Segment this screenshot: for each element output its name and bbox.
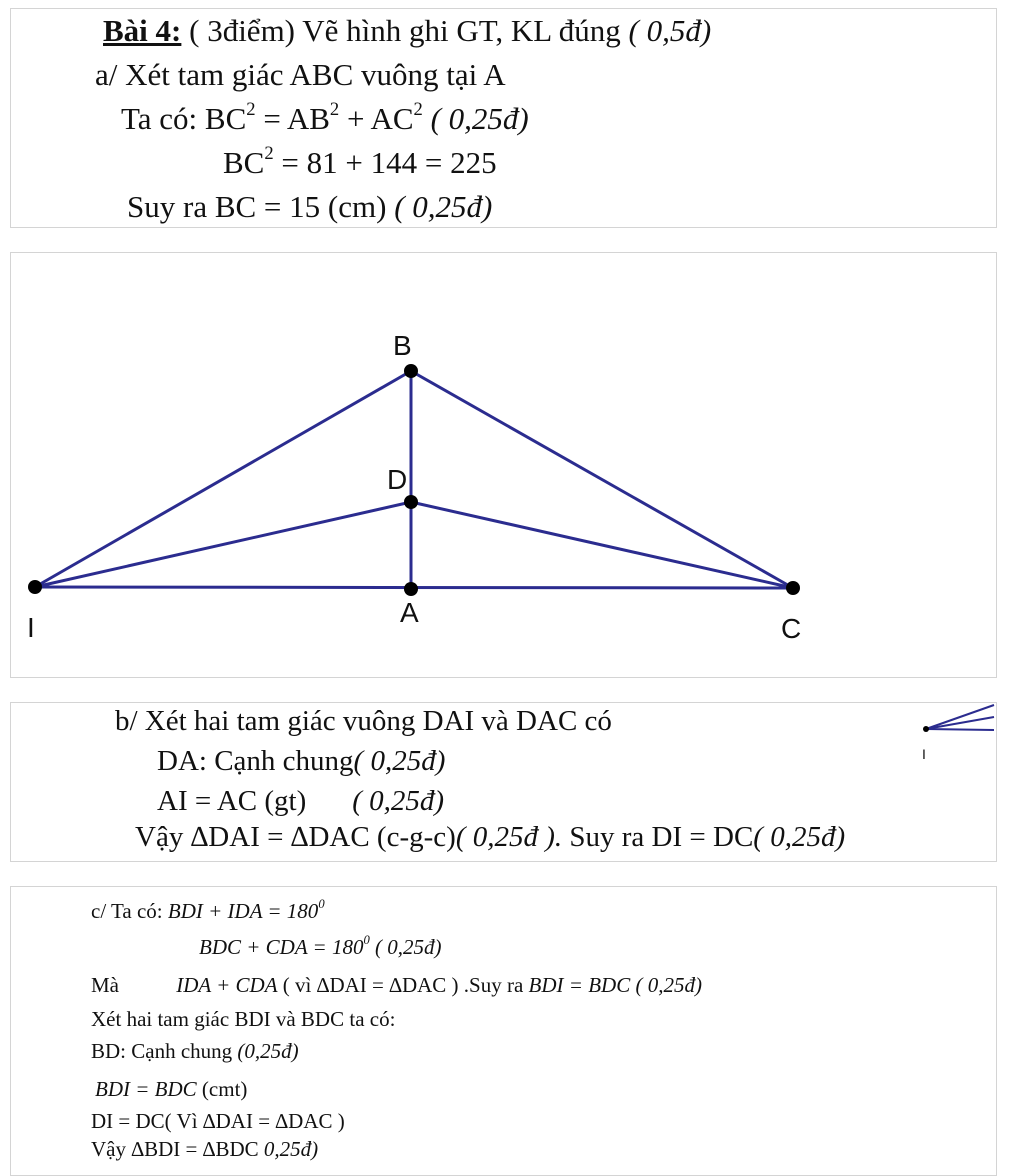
label-A: A [400,597,419,628]
label-I: I [27,612,35,643]
section-a-line-2: Ta có: $BC^2 = AB^2 + AC^2$ ( 0,25đ) [121,99,529,136]
score: ( 0,25đ) [753,821,846,853]
figure-lines [35,371,793,589]
segment-IB [35,371,411,587]
exercise-number: Bài 4: [103,13,182,48]
mini-label-I: I [922,746,926,762]
point-A [404,582,418,596]
section-b-line-3: AI = AC (gt) ( 0,25đ) [157,785,445,817]
section-b-line-4: Vậy ∆DAI = ∆DAC (c-g-c)( 0,25đ ). Suy ra DI = DC( 0,25đ) [135,821,846,853]
section-b-line-2: DA: Cạnh chung( 0,25đ) [157,745,446,777]
score: (0,25đ) [237,1039,299,1063]
segment-BC [411,371,793,588]
section-c-line-3: Mà IDA + CDA ( vì ∆DAI = ∆DAC ) .Suy ra BDI = BDC ( 0,25đ) [91,973,702,997]
score: ( 0,5đ) [628,13,712,48]
score: ( 0,25đ ). [455,821,563,853]
point-C [786,581,800,595]
section-c-line-6: BDI = BDC (cmt) [95,1077,248,1101]
score: ( 0,25đ) [369,935,442,959]
section-c-line-7: DI = DC( Vì ∆DAI = ∆DAC ) [91,1109,345,1133]
section-a-line-3: $BC^2 = 81 + 144 = 225$ [223,143,497,180]
section-a-box [10,8,997,228]
section-a-heading: Bài 4: ( 3điểm) Vẽ hình ghi GT, KL đúng ( 0,5đ) [103,13,712,48]
section-c-line-1: c/ Ta có: BDI + IDA = $180^0$ [91,897,325,923]
section-c-line-2: BDC + CDA = $180^0$ ( 0,25đ) [199,933,442,959]
mini-figure-fragment [916,703,996,773]
geometry-figure [11,253,996,677]
section-c-line-4: Xét hai tam giác BDI và BDC ta có: [91,1007,396,1031]
point-B [404,364,418,378]
point-D [404,495,418,509]
figure-box [10,252,997,678]
section-a-line-1: a/ Xét tam giác ABC vuông tại A [95,57,506,92]
section-a-line-4: Suy ra BC = 15 (cm) ( 0,25đ) [127,189,493,224]
label-C: C [781,613,802,644]
label-D: D [387,464,408,495]
score: ( 0,25đ) [422,101,529,136]
score: ( 0,25đ) [353,745,446,777]
segment-ID [35,502,411,587]
segment-DC [411,502,793,588]
score: ( 0,25đ) [352,785,445,817]
section-c-line-5: BD: Cạnh chung (0,25đ) [91,1039,299,1063]
section-c-box [10,886,997,1176]
score: ( 0,25đ) [394,189,493,224]
section-b-box [10,702,997,862]
score: 0,25đ) [263,1137,319,1161]
point-I [28,580,42,594]
label-B: B [393,330,412,361]
section-b-line-1: b/ Xét hai tam giác vuông DAI và DAC có [115,705,612,737]
section-c-line-8: Vậy ∆BDI = ∆BDC 0,25đ) [91,1137,319,1161]
